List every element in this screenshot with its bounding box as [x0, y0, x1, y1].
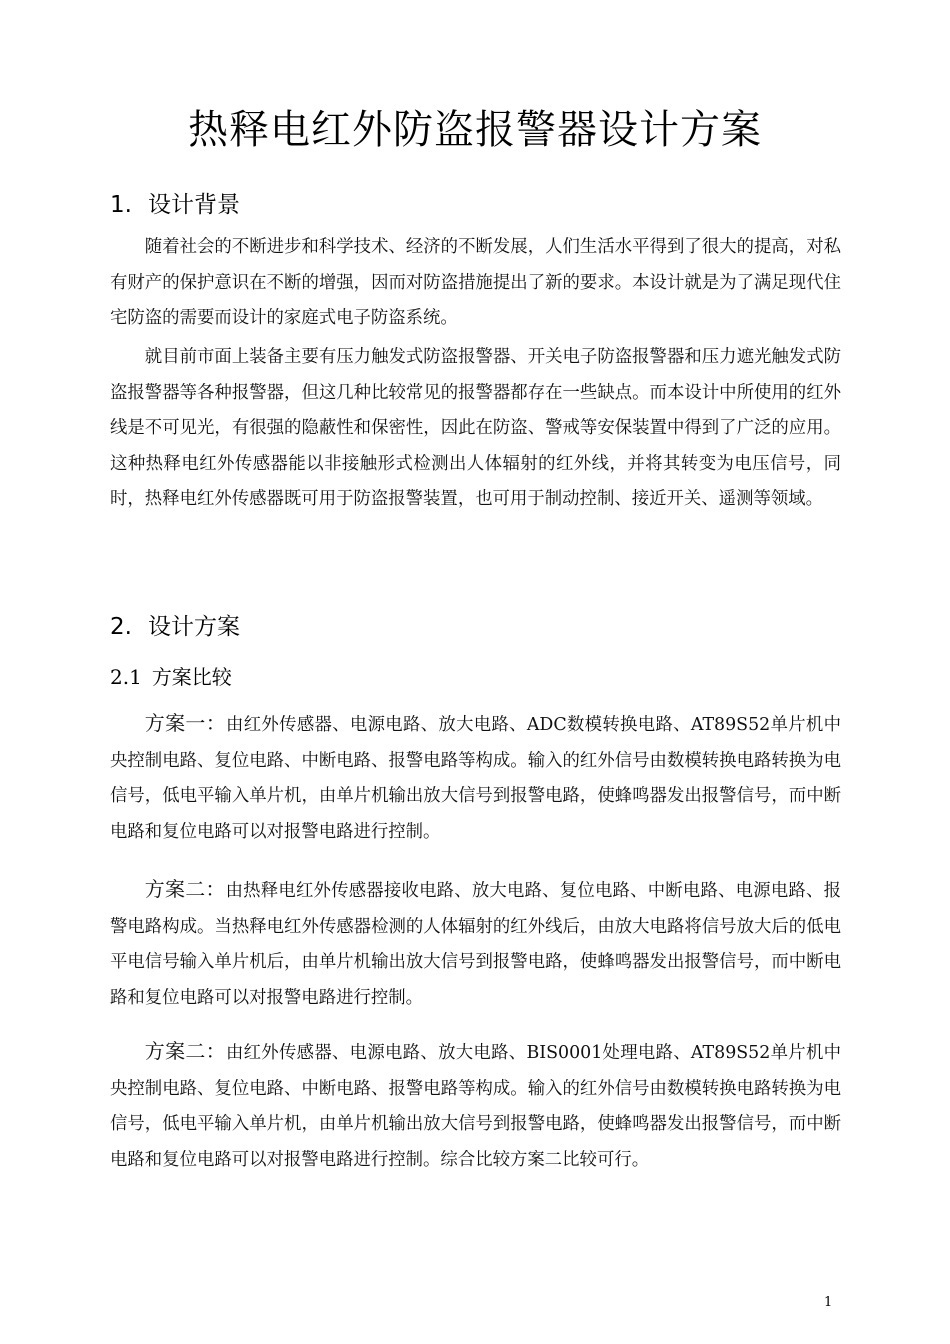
scheme-2-label: 方案二： — [144, 877, 226, 901]
section-1-number: 1. — [110, 192, 132, 218]
section-2-title: 设计方案 — [148, 614, 240, 640]
scheme-2-paragraph — [110, 872, 841, 1016]
subsection-2-1-title: 方案比较 — [151, 665, 232, 689]
subsection-2-1-number: 2.1 — [110, 665, 142, 689]
scheme-2-text: 由热释电红外传感器接收电路、放大电路、复位电路、中断电路、电源电路、报警电路构成。当热释电红外传感器检测的人体辐射的红外线后，由放大电路将信号放大后的低电平电信号输入单片机后，由单片机输出放大信号到报警电路，使蜂鸣器发出报警信号，而中断电路和复位电路可以对报警电路进行控制。 — [110, 881, 841, 1008]
scheme-3-text: 由红外传感器、电源电路、放大电路、BIS0001处理电路、AT89S52单片机中央控制电路、复位电路、中断电路、报警电路等构成。输入的红外信号由数模转换电路转换为电信号，低电平输入单片机，由单片机输出放大信号到报警电路，使蜂鸣器发出报警信号，而中断电路和复位电路可以对报警电路进行控制。综合比较方案二比较可行。 — [110, 1043, 842, 1170]
scheme-3-label: 方案二： — [144, 1039, 226, 1063]
background-paragraph-2: 就目前市面上装备主要有压力触发式防盗报警器、开关电子防盗报警器和压力遮光触发式防盗报警器等各种报警器，但这几种比较常见的报警器都存在一些缺点。而本设计中所使用的红外线是不可见光，有很强的隐蔽性和保密性，因此在防盗、警戒等安保装置中得到了广泛的应用。这种热释电红外传感器能以非接触形式检测出人体辐射的红外线，并将其转变为电压信号，同时，热释电红外传感器既可用于防盗报警装置，也可用于制动控制、接近开关、遥测等领域。 — [110, 347, 841, 509]
background-paragraph-1: 随着社会的不断进步和科学技术、经济的不断发展，人们生活水平得到了很大的提高，对私有财产的保护意识在不断的增强，因而对防盗措施提出了新的要求。本设计就是为了满足现代住宅防盗的需要而设计的家庭式电子防盗系统。 — [110, 237, 841, 328]
section-1-heading — [110, 190, 240, 220]
scheme-1-label: 方案一： — [144, 711, 227, 735]
section-2-heading — [110, 612, 240, 642]
page-number: 1 — [824, 1295, 833, 1310]
document-title: 热释电红外防盗报警器设计方案 — [188, 107, 762, 153]
section-1-title: 设计背景 — [148, 192, 240, 218]
scheme-1-text: 由红外传感器、电源电路、放大电路、ADC数模转换电路、AT89S52单片机中央控制电路、复位电路、中断电路、报警电路等构成。输入的红外信号由数模转换电路转换为电信号，低电平输入单片机，由单片机输出放大信号到报警电路，使蜂鸣器发出报警信号，而中断电路和复位电路可以对报警电路进行控制。 — [110, 715, 842, 842]
scheme-3-paragraph — [110, 1034, 841, 1178]
scheme-1-paragraph — [110, 706, 841, 850]
subsection-2-1-heading — [110, 663, 232, 691]
section-2-number: 2. — [110, 614, 132, 640]
